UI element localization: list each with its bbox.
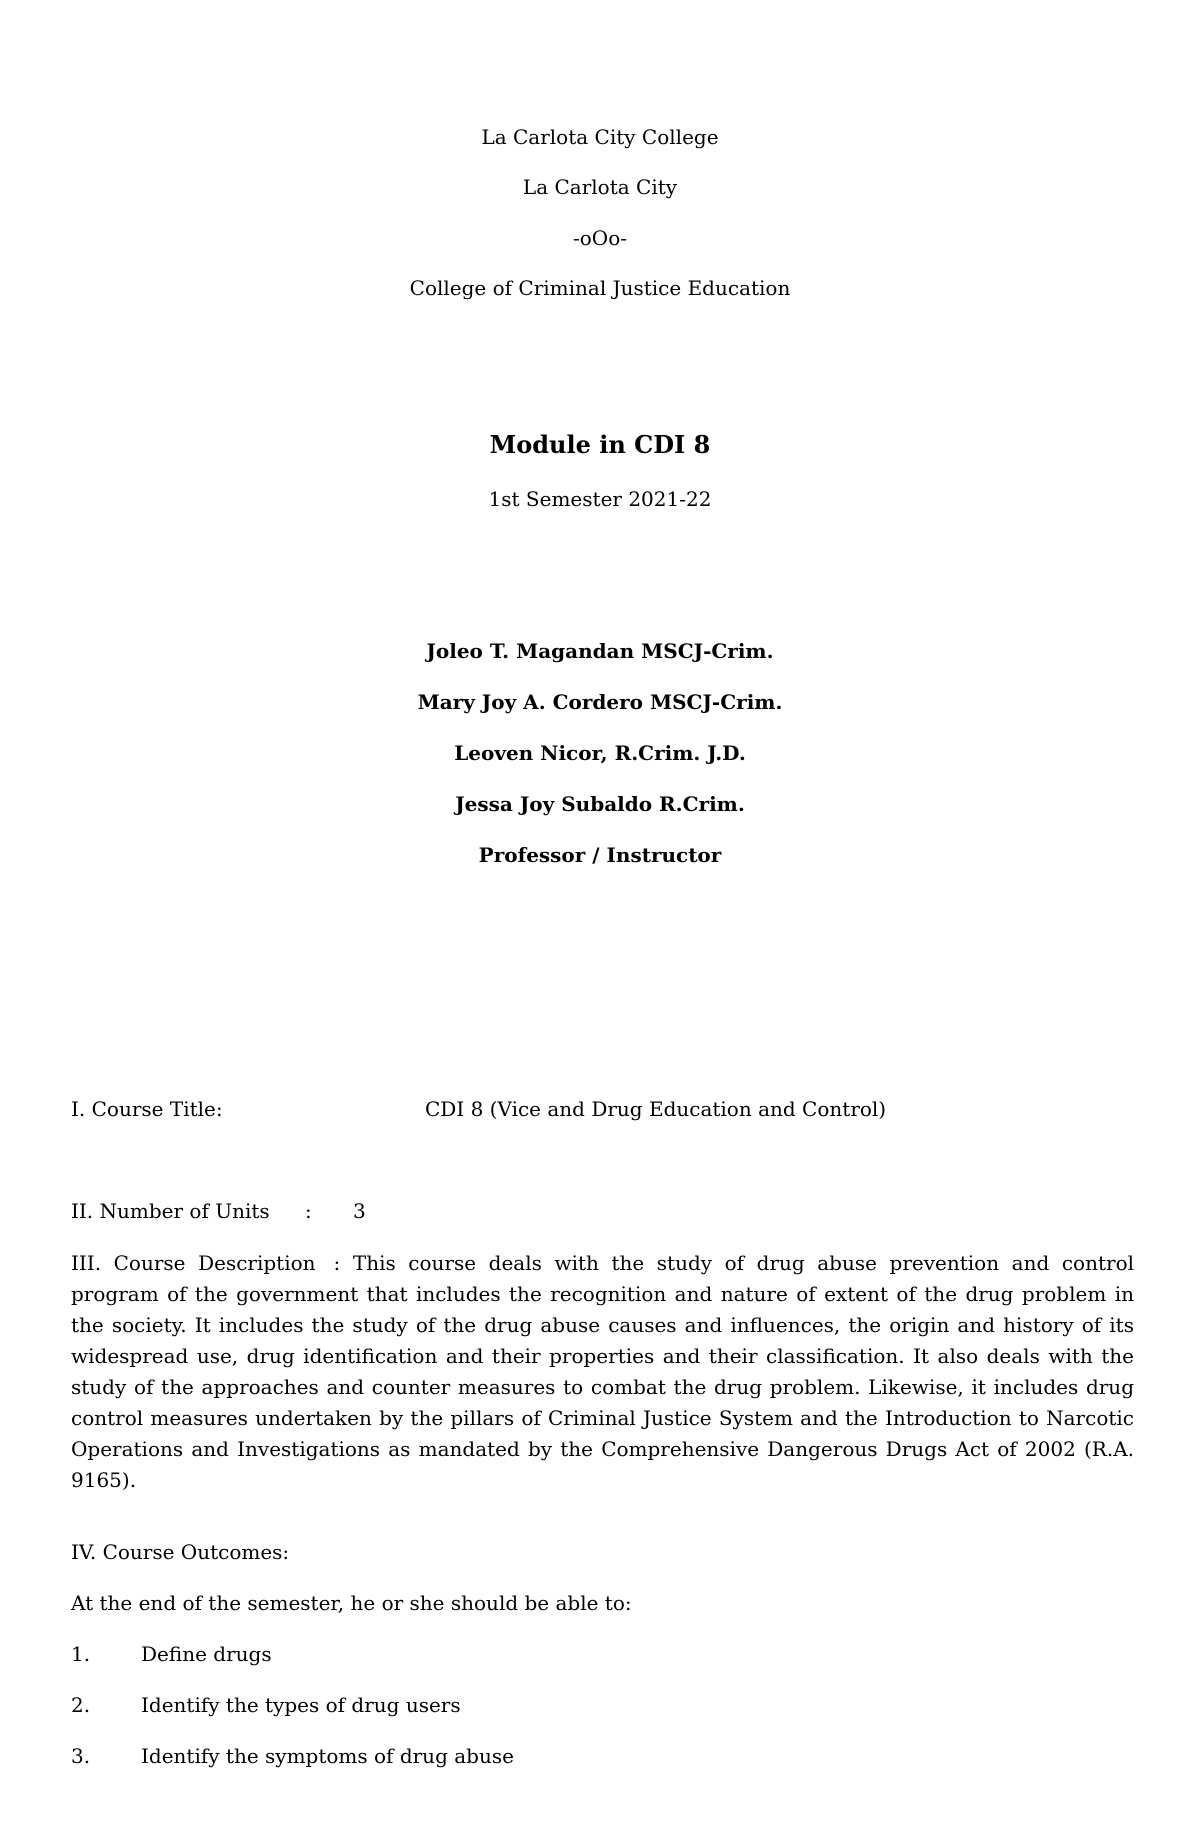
header-divider: -oOo- — [573, 226, 627, 250]
module-title: Module in CDI 8 — [489, 430, 711, 459]
author-role: Professor / Instructor — [478, 843, 722, 867]
course-description-label: III. Course Description — [71, 1251, 316, 1275]
outcome-number: 3. — [71, 1744, 91, 1768]
outcomes-label: IV. Course Outcomes: — [71, 1540, 290, 1564]
units-separator: : — [305, 1199, 312, 1223]
author-name: Jessa Joy Subaldo R.Crim. — [455, 792, 745, 816]
department-name: College of Criminal Justice Education — [409, 276, 791, 300]
outcome-number: 1. — [71, 1642, 91, 1666]
outcome-number: 2. — [71, 1693, 91, 1717]
outcome-text: Define drugs — [141, 1642, 272, 1666]
author-name: Leoven Nicor, R.Crim. J.D. — [454, 741, 746, 765]
outcome-text: Identify the types of drug users — [141, 1693, 461, 1717]
course-title-value: CDI 8 (Vice and Drug Education and Control) — [425, 1097, 887, 1121]
institution-city: La Carlota City — [522, 175, 678, 199]
author-name: Joleo T. Magandan MSCJ-Crim. — [426, 639, 774, 663]
author-name: Mary Joy A. Cordero MSCJ-Crim. — [417, 690, 783, 714]
course-title-label: I. Course Title: — [71, 1097, 223, 1121]
units-label: II. Number of Units — [71, 1199, 270, 1223]
institution-name: La Carlota City College — [481, 125, 719, 149]
units-value: 3 — [353, 1199, 366, 1223]
module-semester: 1st Semester 2021-22 — [488, 487, 712, 511]
outcomes-intro: At the end of the semester, he or she should be able to: — [71, 1591, 632, 1615]
outcome-text: Identify the symptoms of drug abuse — [141, 1744, 514, 1768]
course-description — [71, 1248, 1134, 1496]
course-description-text: : This course deals with the study of drug abuse prevention and control program of the government that includes the recognition and nature of extent of the drug problem in the society. It includes the study of the drug abuse causes and influences, the origin and history of its widespread use, drug identification and their properties and their classification. It also deals with the study of the approaches and counter measures to combat the drug problem. Likewise, it includes drug control measures undertaken by the pillars of Criminal Justice System and the Introduction to Narcotic Operations and Investigations as mandated by the Comprehensive Dangerous Drugs Act of 2002 (R.A. 9165). — [71, 1251, 1135, 1492]
